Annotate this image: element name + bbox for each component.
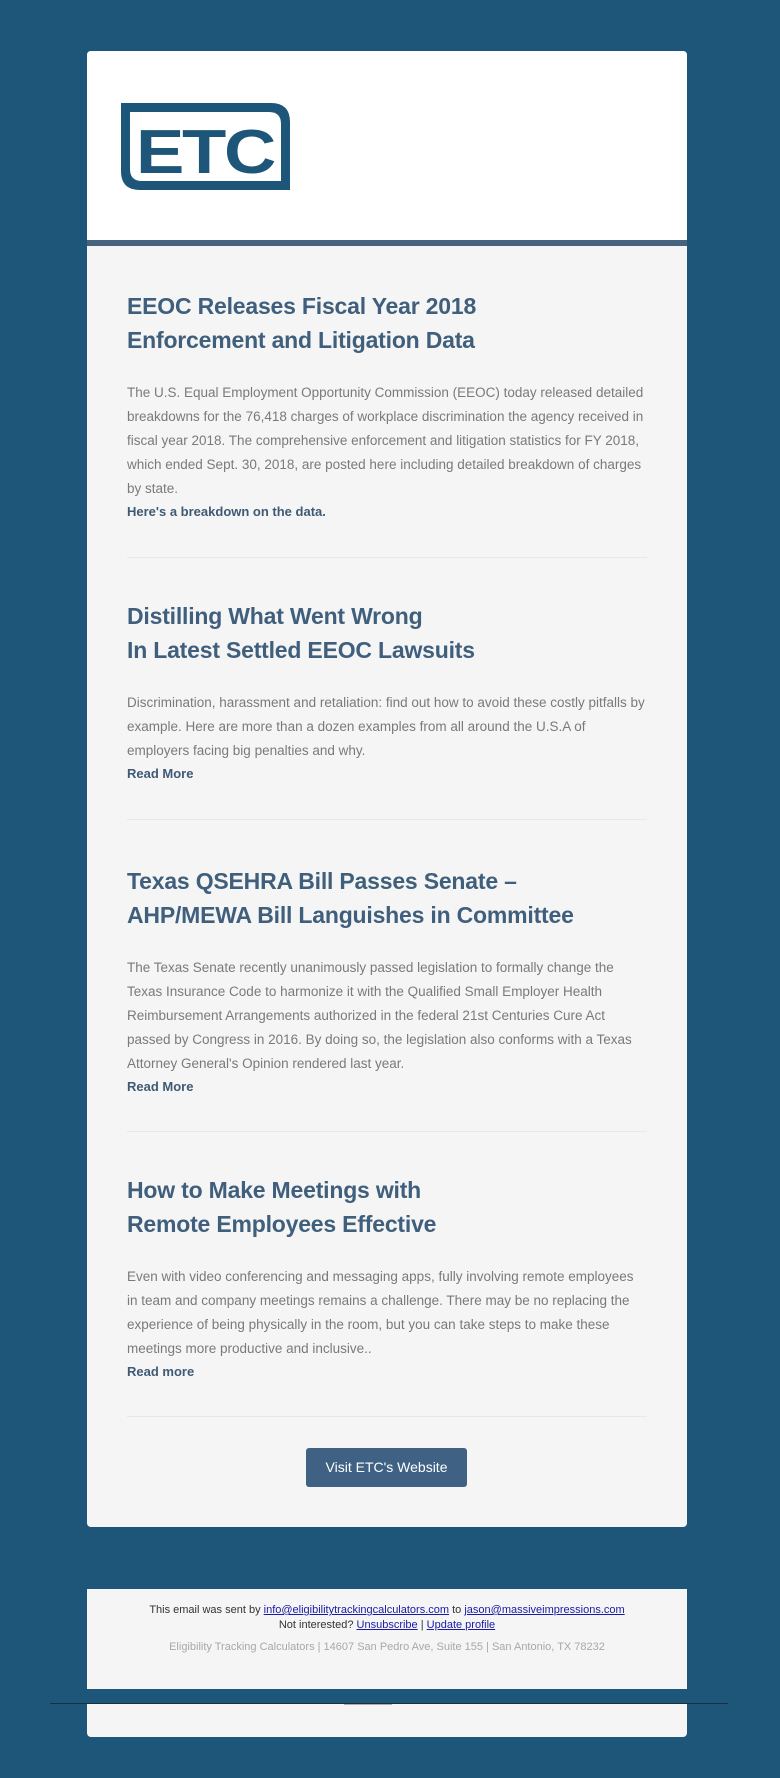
article-texas-qsehra	[127, 864, 647, 1096]
read-more-link[interactable]: Read More	[127, 1079, 194, 1094]
email-card	[87, 51, 687, 1527]
update-profile-link[interactable]: Update profile	[426, 1619, 496, 1631]
divider	[127, 1131, 647, 1132]
etc-logo[interactable]	[121, 103, 290, 190]
sent-by-line: This email was sent by info@eligibilitytrackingcalculators.com to jason@massiveimpressions.com	[149, 1604, 625, 1616]
divider	[127, 1416, 647, 1417]
unsubscribe-link[interactable]: Unsubscribe	[356, 1619, 418, 1631]
email-footer	[87, 1589, 687, 1689]
divider-tab	[344, 1704, 392, 1705]
article-title[interactable]: EEOC Releases Fiscal Year 2018 Enforcement and Litigation Data	[127, 293, 477, 353]
recipient-email-link[interactable]: jason@massiveimpressions.com	[464, 1604, 625, 1616]
article-title[interactable]: How to Make Meetings with Remote Employees Effective	[127, 1177, 437, 1237]
svg-text:ETC: ETC	[136, 118, 276, 187]
article-title[interactable]: Texas QSEHRA Bill Passes Senate – AHP/MEWA Bill Languishes in Committee	[127, 868, 574, 928]
article-summary: The Texas Senate recently unanimously passed legislation to formally change the Texas Insurance Code to harmonize it with the Qualified Small Employer Health Reimbursement Arrangements authorized in the federal 21st Centuries Cure Act passed by Congress in 2016. By doing so, the legislation also conforms with a Texas Attorney General's Opinion rendered last year.	[127, 960, 632, 1071]
divider	[127, 557, 647, 558]
article-summary: Discrimination, harassment and retaliation: find out how to avoid these costly pitfalls by example. Here are more than a dozen examples from all around the U.S.A of employers facing big penalties and why.	[127, 695, 645, 758]
unsubscribe-line: Not interested? Unsubscribe | Update profile	[278, 1619, 496, 1631]
article-remote-meetings	[127, 1173, 647, 1381]
article-eeoc-fy2018	[127, 289, 647, 521]
footer-lower-panel	[87, 1704, 687, 1737]
article-eeoc-lawsuits	[127, 599, 647, 783]
breakdown-link[interactable]: Here's a breakdown on the data.	[127, 504, 326, 519]
read-more-link[interactable]: Read More	[127, 766, 194, 781]
article-summary: Even with video conferencing and messaging apps, fully involving remote employees in team and company meetings remains a challenge. There may be no replacing the experience of being physically in the room, but you can take steps to make these meetings more productive and inclusive..	[127, 1269, 634, 1356]
article-title[interactable]: Distilling What Went Wrong In Latest Settled EEOC Lawsuits	[127, 603, 475, 663]
company-address: Eligibility Tracking Calculators | 14607 San Pedro Ave, Suite 155 | San Antonio, TX 78232	[169, 1641, 605, 1653]
visit-website-button[interactable]: Visit ETC's Website	[306, 1448, 467, 1487]
divider	[127, 819, 647, 820]
email-header	[87, 51, 687, 246]
read-more-link[interactable]: Read more	[127, 1364, 195, 1379]
article-summary: The U.S. Equal Employment Opportunity Commission (EEOC) today released detailed breakdowns for the 76,418 charges of workplace discrimination the agency received in fiscal year 2018. The comprehensive enforcement and litigation statistics for FY 2018, which ended Sept. 30, 2018, are posted here including detailed breakdown of charges by state.	[127, 385, 644, 496]
sender-email-link[interactable]: info@eligibilitytrackingcalculators.com	[263, 1604, 450, 1616]
